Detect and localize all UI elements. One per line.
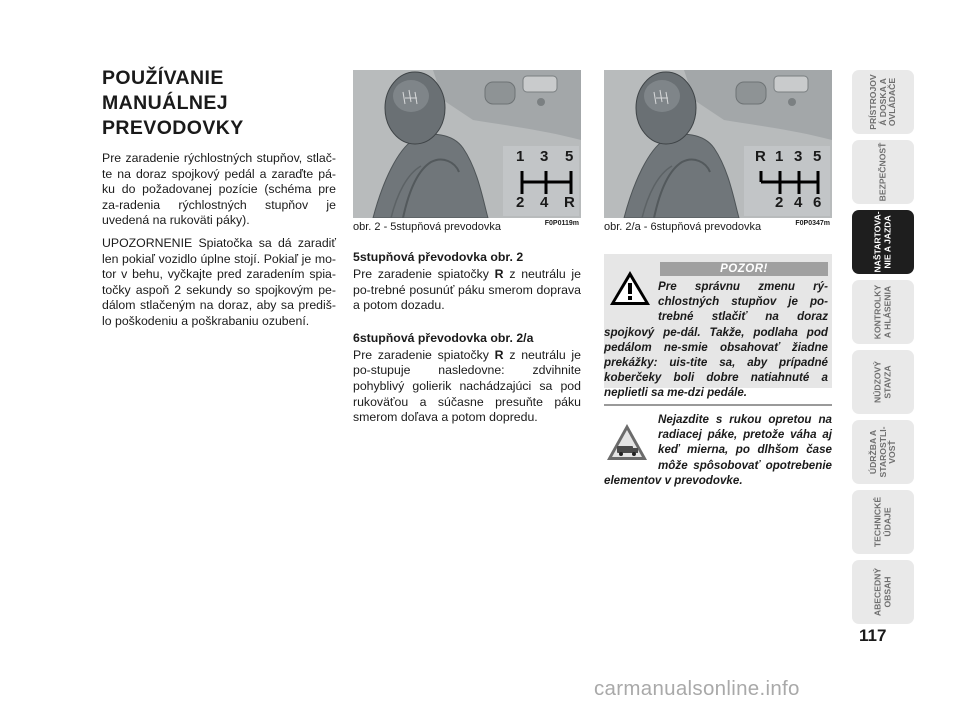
warning-box [604, 254, 832, 400]
gear-label-r: R [755, 148, 766, 165]
figure-code: F0P0119m [544, 220, 579, 227]
note-text [604, 412, 832, 488]
tab-label: KONTROLKY A HLÁSENIA [872, 284, 892, 340]
gear-label-3: 3 [794, 148, 803, 165]
text-segment: Pre zaradenie spiatočky [353, 267, 495, 281]
text-segment: z neutrálu je po-stupuje nasledovne: zdvihnite pohyblivý golierik nachádzajúci sa pod rukoväťou a súčasne presuňte páku smerom doľava a potom dopredu. [353, 347, 581, 425]
tab-label: NÚDZOVÝ STAVZA [872, 360, 892, 404]
tab-label: BEZPEČNOSŤ [877, 142, 888, 202]
tab-udrzba[interactable] [852, 420, 914, 484]
intro-paragraph: Pre zaradenie rýchlostných stupňov, stlač-te na doraz spojkový pedál a zaraďte pá-ku do požadovanej pozície (schéma pre za-radenia rýchlostných stupňov je uvedená na rukoväti páky). [102, 151, 336, 228]
note-box [604, 404, 832, 492]
figure-5-speed [353, 70, 581, 218]
warning-badge: POZOR! [660, 262, 828, 276]
gear-label-2: 2 [516, 194, 525, 211]
gear-label-1: 1 [516, 148, 525, 165]
gear-label-4: 4 [540, 194, 549, 211]
note-text-content: Nejazdite s rukou opretou na radiacej páke, pretože váha aj keď mierna, po dlhšom čase môže spôsobovať opotrebenie elementov v prevodovke. [604, 413, 832, 487]
watermark: carmanualsonline.info [594, 677, 800, 700]
reverse-gear-letter: R [494, 267, 504, 281]
figure-caption-row [604, 220, 832, 238]
tab-technicke-udaje[interactable] [852, 490, 914, 554]
gear-label-2: 2 [775, 194, 784, 211]
title-line-1: POUŽÍVANIE [102, 67, 224, 89]
tab-kontrolky[interactable] [852, 280, 914, 344]
tab-bezpecnost[interactable] [852, 140, 914, 204]
page-title [102, 66, 336, 141]
figure-caption-row [353, 220, 581, 238]
figure-code: F0P0347m [795, 220, 830, 227]
gear-label-3: 3 [540, 148, 549, 165]
gear-label-1: 1 [775, 148, 784, 165]
title-line-3: PREVODOVKY [102, 117, 244, 139]
middle-column [353, 70, 581, 426]
figure-6-speed [604, 70, 832, 218]
tab-label: PRÍSTROJOV Á DOSKA A OVLÁDAČE [867, 74, 897, 130]
tab-label: ÚDRŽBA A STAROSTLI- VOSŤ [867, 426, 897, 478]
tab-nudzovy-stav[interactable] [852, 350, 914, 414]
tab-pristrojova-doska[interactable] [852, 70, 914, 134]
gear-label-r: R [564, 194, 575, 211]
gear-label-6: 6 [813, 194, 822, 211]
reverse-gear-letter: R [494, 347, 504, 362]
right-column [604, 70, 832, 492]
left-column [102, 66, 336, 337]
tab-nastartovanie-a-jazda[interactable] [852, 210, 914, 274]
warning-text-content: Pre správnu zmenu rý-chlostných stupňov je po-trebné stlačiť na doraz spojkový pe-dál. Takže, podlaha pod pedálom ne-smie obsahovať žiadne prekážky: uis-tite sa, aby prípadné koberčeky boli dobre natiahnuté a neplietli sa me-dzi pedále. [604, 280, 828, 400]
gear-label-5: 5 [565, 148, 574, 165]
text-segment: Pre zaradenie spiatočky [353, 347, 495, 362]
section-heading-5-speed: 5stupňová převodovka obr. 2 [353, 250, 524, 264]
chapter-tabs [852, 70, 914, 630]
title-line-2: MANUÁLNEJ [102, 92, 229, 114]
section-heading-6-speed: 6stupňová převodovka obr. 2/a [353, 330, 534, 345]
gear-label-5: 5 [813, 148, 822, 165]
page-number: 117 [859, 626, 887, 645]
tab-label: NAŠTARTOVA- NIE A JAZDA [872, 211, 892, 273]
tab-label: TECHNICKÉ ÚDAJE [872, 496, 892, 548]
tab-abecedny-obsah[interactable] [852, 560, 914, 624]
warning-text [604, 279, 828, 401]
tab-label: ABECEDNÝ OBSAH [872, 567, 892, 617]
paragraph-6-speed [353, 348, 581, 426]
paragraph-5-speed [353, 267, 581, 314]
text-segment: z neutrálu je po-trebné posunúť páku smerom doprava a potom dozadu. [353, 267, 581, 313]
figure-caption: obr. 2 - 5stupňová prevodovka [353, 221, 501, 233]
notice-paragraph: UPOZORNENIE Spiatočka sa dá zaradiť len pokiaľ vozidlo úplne stojí. Pokiaľ je mo-tor v behu, vyčkajte pred zaradením spia-točky aspoň 2 sekundy so spojkovým pe-dálom stlačeným na doraz, aby sa prediš-lo poškodeniu a poškrabaniu ozubení. [102, 235, 336, 328]
figure-caption: obr. 2/a - 6stupňová prevodovka [604, 221, 762, 233]
gear-label-4: 4 [794, 194, 803, 211]
